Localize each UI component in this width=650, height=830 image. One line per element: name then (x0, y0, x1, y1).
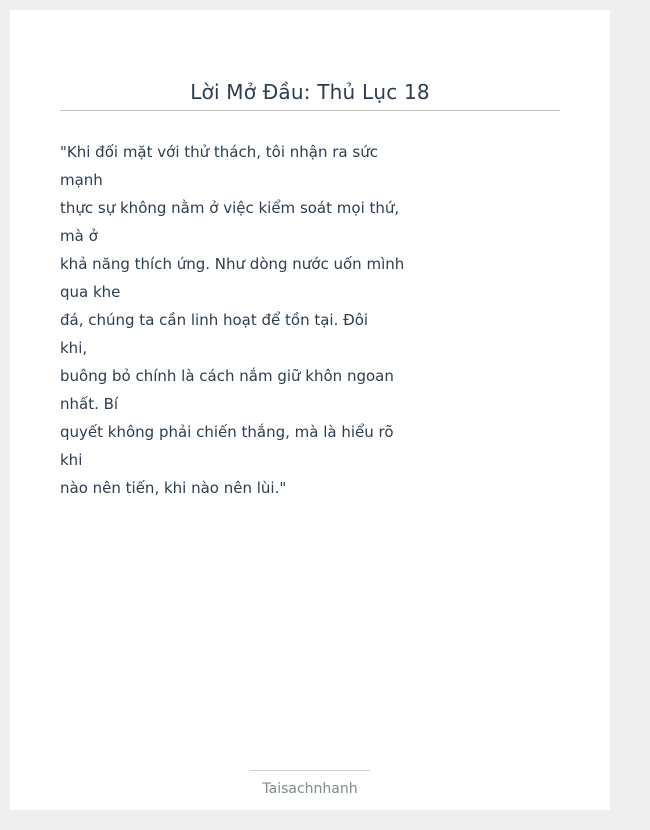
body-line: nào nên tiến, khi nào nên lùi." (60, 479, 287, 497)
body-line: đá, chúng ta cần linh hoạt để tồn tại. Đôi (60, 311, 369, 329)
document-page (10, 10, 610, 810)
title-divider (60, 110, 560, 111)
body-line: qua khe (60, 283, 121, 301)
body-line: mạnh (60, 171, 103, 189)
body-line: nhất. Bí (60, 395, 119, 413)
body-line: "Khi đối mặt với thử thách, tôi nhận ra sức (60, 143, 378, 161)
body-line: mà ở (60, 227, 98, 245)
body-line: khả năng thích ứng. Như dòng nước uốn mình (60, 255, 405, 273)
body-paragraph (60, 138, 560, 502)
footer-divider (250, 770, 370, 771)
body-line: buông bỏ chính là cách nắm giữ khôn ngoan (60, 367, 394, 385)
body-line: khi, (60, 339, 88, 357)
body-line: khi (60, 451, 83, 469)
body-line: thực sự không nằm ở việc kiểm soát mọi thứ, (60, 199, 400, 217)
body-line: quyết không phải chiến thắng, mà là hiểu rõ (60, 423, 394, 441)
footer-text: Taisachnhanh (262, 781, 358, 797)
page-title: Lời Mở Đầu: Thủ Lục 18 (190, 80, 430, 104)
